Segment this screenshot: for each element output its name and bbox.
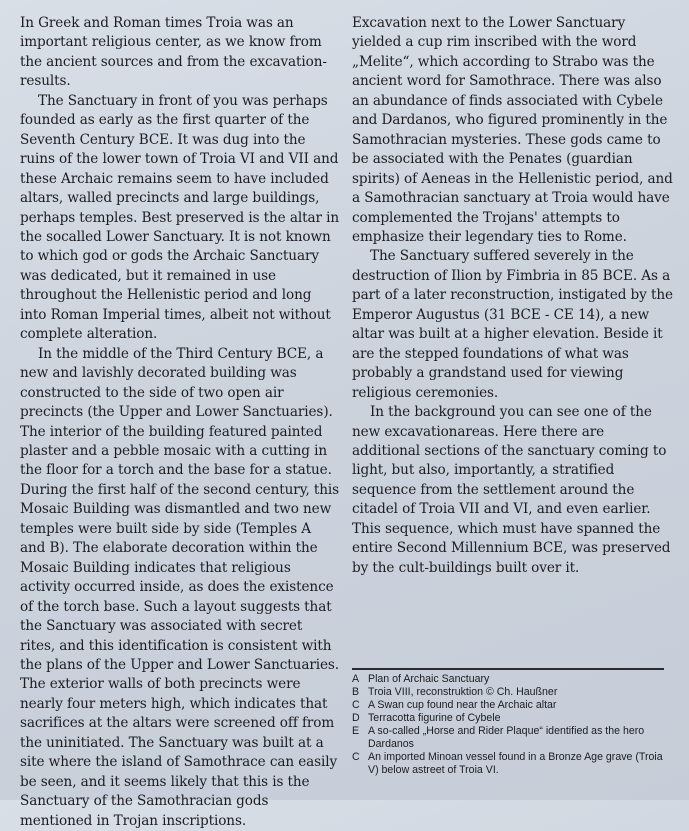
legend-text: Troia VIII, reconstruktion © Ch. Haußner xyxy=(368,686,558,698)
legend-divider xyxy=(352,668,664,670)
right-text-column xyxy=(352,14,674,578)
legend-text: A Swan cup found near the Archaic altar xyxy=(368,699,557,711)
paragraph-mosaic-building: In the middle of the Third Century BCE, a new and lavishly decorated building was constructed to the side of two open air precincts (the Upper and Lower Sanctuaries). The interior of the building featured painted plaster and a pebble mosaic with a cutting in the floor for a torch and the base for a statue. During the first half of the second century, this Mosaic Building was dismantled and two new temples were built side by side (Temples A and B). The elaborate decoration within the Mosaic Building indicates that religious activity occurred inside, as does the existence of the torch base. Such a layout suggests that the Sanctuary was associated with secret rites, and this identification is consistent with the plans of the Upper and Lower Sanctuaries. The exterior walls of both precincts were nearly four meters high, which indicates that sacrifices at the altars were screened off from the uninitiated. The Sanctuary was built at a site where the island of Samothrace can easily be seen, and it seems likely that this is the Sanctuary of the Samothracian gods mentioned in Trojan inscriptions. xyxy=(20,345,340,829)
legend-key: D xyxy=(352,712,360,724)
legend-key: A xyxy=(352,673,360,685)
legend-text: Plan of Archaic Sanctuary xyxy=(368,673,490,685)
legend-key: C xyxy=(352,699,360,711)
legend-key: B xyxy=(352,686,360,698)
paragraph-intro: In Greek and Roman times Troia was an important religious center, as we know from the ancient sources and from the excavation-results. xyxy=(20,15,327,90)
legend-item xyxy=(352,725,672,751)
legend-item xyxy=(352,686,672,699)
legend-text: A so-called „Horse and Rider Plaque“ identified as the hero Dardanos xyxy=(368,725,645,750)
legend-text: Terracotta figurine of Cybele xyxy=(368,712,501,724)
paragraph-excavation-areas: In the background you can see one of the new excavationareas. Here there are additional sections of the sanctuary coming to light, but also, importantly, a stratified sequence from the settlement around the citadel of Troia VII and VI, and even earlier. This sequence, which must have spanned the entire Second Millennium BCE, was preserved by the cult-buildings built over it. xyxy=(352,404,671,576)
legend-item xyxy=(352,751,672,777)
legend-key: E xyxy=(352,725,360,737)
paragraph-melite: Excavation next to the Lower Sanctuary yielded a cup rim inscribed with the word „Melite“, which according to Strabo was the ancient word for Samothrace. There was also an abundance of finds associated with Cybele and Dardanos, who figured prominently in the Samothracian mysteries. These gods came to be associated with the Penates (guardian spirits) of Aeneas in the Hellenistic period, and a Samothracian sanctuary at Troia would have complemented the Trojans' attempts to emphasize their legendary ties to Rome. xyxy=(352,15,673,245)
legend-key: C xyxy=(352,751,360,763)
legend-item xyxy=(352,673,672,686)
left-text-column xyxy=(20,14,340,831)
paragraph-destruction: The Sanctuary suffered severely in the destruction of Ilion by Fimbria in 85 BCE. As a part of a later reconstruction, instigated by the Emperor Augustus (31 BCE - CE 14), a new altar was built at a higher elevation. Beside it are the stepped foundations of what was probably a grandstand used for viewing religious ceremonies. xyxy=(352,248,673,401)
legend-item xyxy=(352,712,672,725)
figure-legend xyxy=(352,673,672,777)
legend-text: An imported Minoan vessel found in a Bronze Age grave (Troia V) below astreet of Troia VI. xyxy=(368,751,663,776)
legend-item xyxy=(352,699,672,712)
paragraph-sanctuary-founding: The Sanctuary in front of you was perhaps founded as early as the first quarter of the Seventh Century BCE. It was dug into the ruins of the lower town of Troia VI and VII and these Archaic remains seem to have included altars, walled precincts and large buildings, perhaps temples. Best preserved is the altar in the socalled Lower Sanctuary. It is not known to which god or gods the Archaic Sanctuary was dedicated, but it remained in use throughout the Hellenistic period and long into Roman Imperial times, albeit not without complete alteration. xyxy=(20,92,339,343)
